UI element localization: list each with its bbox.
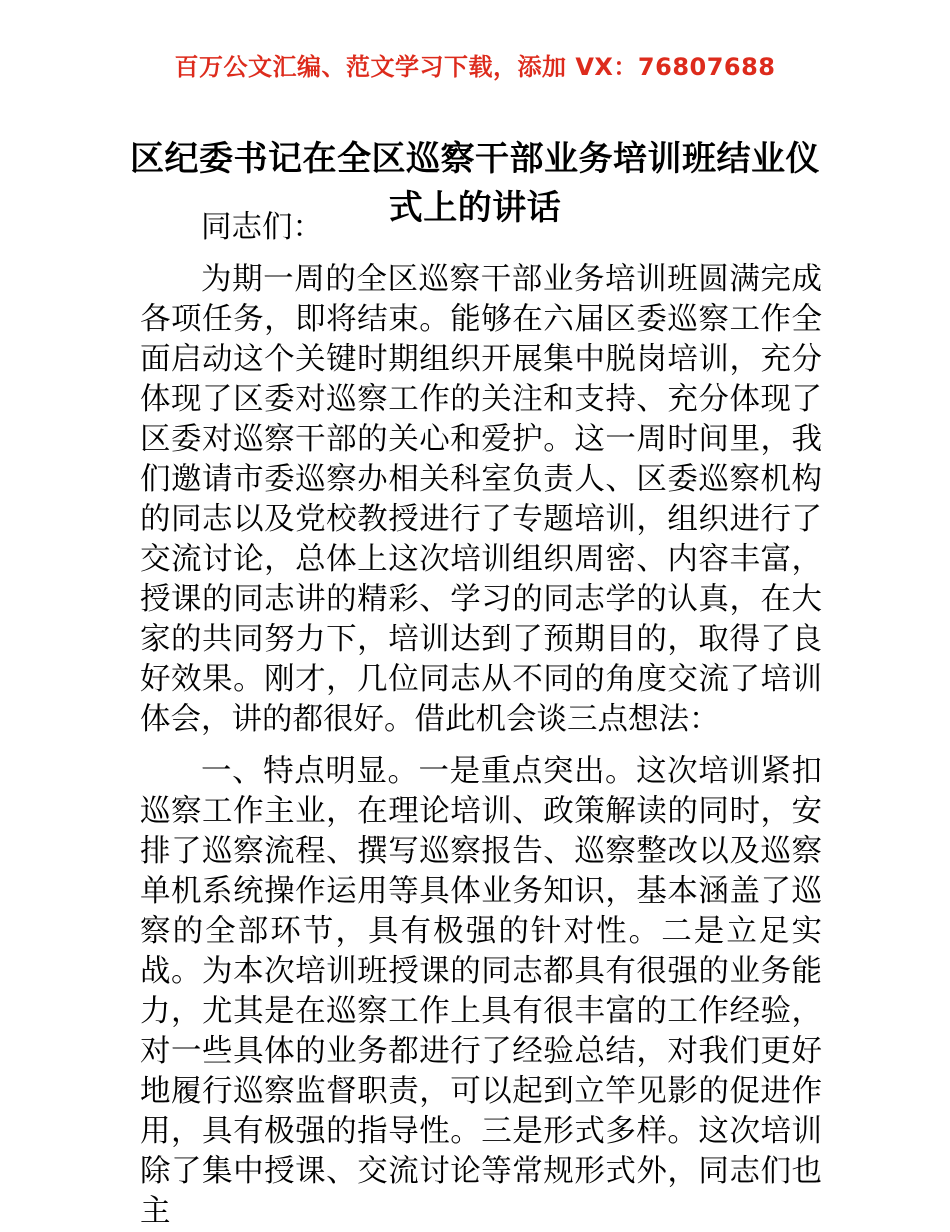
document-body (140, 208, 822, 1232)
paragraph-opening-remarks: 为期一周的全区巡察干部业务培训班圆满完成各项任务，即将结束。能够在六届区委巡察工作全面启动这个关键时期组织开展集中脱岗培训，充分体现了区委对巡察工作的关注和支持、充分体现了区委对巡察干部的关心和爱护。这一周时间里，我们邀请市委巡察办相关科室负责人、区委巡察机构的同志以及党校教授进行了专题培训，组织进行了交流讨论，总体上这次培训组织周密、内容丰富，授课的同志讲的精彩、学习的同志学的认真，在大家的共同努力下，培训达到了预期目的，取得了良好效果。刚才，几位同志从不同的角度交流了培训体会，讲的都很好。借此机会谈三点想法： (140, 262, 822, 737)
promo-header-banner (0, 52, 950, 82)
page-title: 区纪委书记在全区巡察干部业务培训班结业仪式上的讲话 (130, 138, 820, 228)
paragraph-salutation: 同志们： (201, 210, 323, 245)
paragraph-section-one: 一、特点明显。一是重点突出。这次培训紧扣巡察工作主业，在理论培训、政策解读的同时，安排了巡察流程、撰写巡察报告、巡察整改以及巡察单机系统操作运用等具体业务知识，基本涵盖了巡察的全部环节，具有极强的针对性。二是立足实战。为本次培训班授课的同志都具有很强的业务能力，尤其是在巡察工作上具有很丰富的工作经验，对一些具体的业务都进行了经验总结，对我们更好地履行巡察监督职责，可以起到立竿见影的促进作用，具有极强的指导性。三是形式多样。这次培训除了集中授课、交流讨论等常规形式外，同志们也主 (140, 754, 822, 1229)
promo-header-text: 百万公文汇编、范文学习下载，添加 VX：76807688 (174, 53, 776, 81)
